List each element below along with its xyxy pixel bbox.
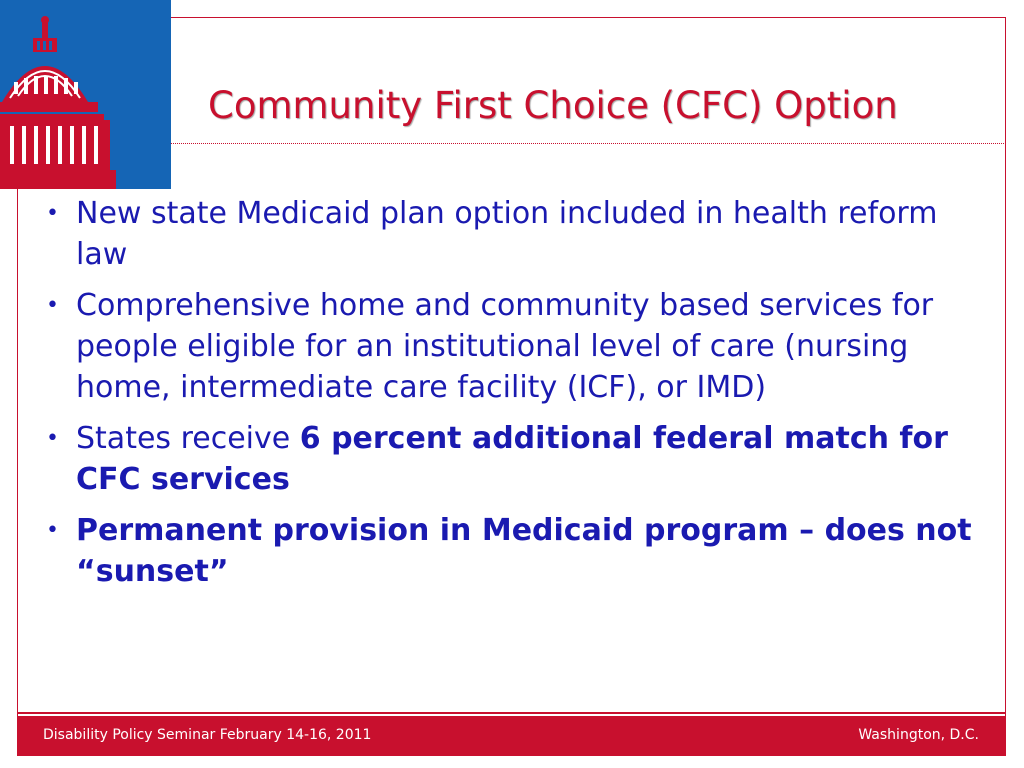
title-divider: [171, 143, 1006, 144]
bullet-list: [46, 193, 986, 592]
bullet-item-1: [46, 193, 986, 275]
bullet-dot-icon: •: [46, 201, 59, 226]
bullet-item-3: [46, 418, 986, 500]
bullet-text: New state Medicaid plan option included in health reform law: [76, 196, 938, 272]
bullet-item-4: [46, 510, 986, 592]
bullet-text: States receive: [76, 421, 300, 456]
footer-bar: [17, 716, 1006, 756]
bullet-text-bold: Permanent provision in Medicaid program – does not “sunset”: [76, 513, 972, 589]
footer-rule: [17, 712, 1006, 714]
bullet-text-bold: 6 percent additional federal match for CFC services: [76, 421, 948, 497]
bullet-dot-icon: •: [46, 426, 59, 451]
bullet-text: Comprehensive home and community based services for people eligible for an institutional level of care (nursing home, intermediate care facility (ICF), or IMD): [76, 288, 934, 405]
footer-location: Washington, D.C.: [858, 727, 979, 743]
slide-body: [46, 193, 986, 602]
bullet-item-2: [46, 285, 986, 408]
capitol-dome-icon: [0, 0, 171, 189]
slide-title: Community First Choice (CFC) Option: [208, 84, 898, 127]
bullet-dot-icon: •: [46, 293, 59, 318]
footer-event: Disability Policy Seminar February 14-16, 2011: [43, 727, 372, 743]
capitol-dome-logo: [0, 0, 171, 189]
bullet-dot-icon: •: [46, 518, 59, 543]
